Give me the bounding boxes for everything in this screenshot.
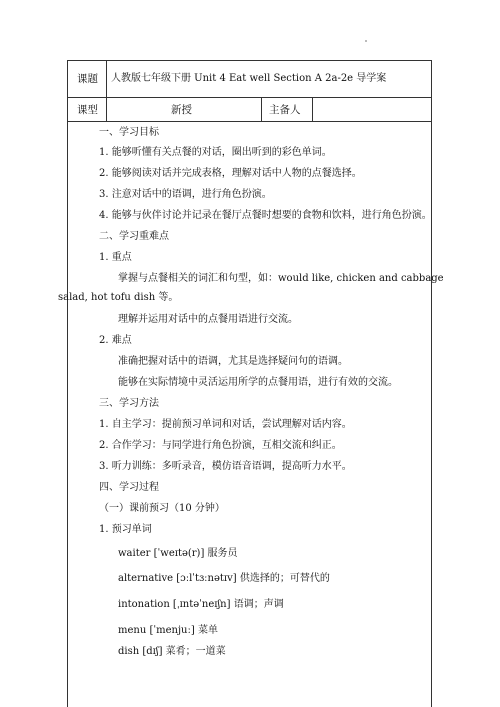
objective-item: 1. 能够听懂有关点餐的对话，圈出听到的彩色单词。	[99, 147, 332, 158]
difficulties-label: 2. 难点	[99, 335, 132, 346]
column-divider	[106, 61, 107, 97]
method-item: 2. 合作学习：与同学进行角色扮演，互相交流和纠正。	[99, 440, 342, 451]
vocab-item: alternative [ɔːlˈtɜːnətɪv] 供选择的；可替代的	[118, 573, 330, 584]
objective-item: 4. 能够与伙伴讨论并记录在餐厅点餐时想要的食物和饮料，进行角色扮演。	[99, 210, 432, 221]
section-heading: 三、学习方法	[99, 398, 159, 409]
words-label: 1. 预习单词	[99, 524, 152, 535]
difficulty-text: 能够在实际情境中灵活运用所学的点餐用语，进行有效的交流。	[118, 377, 398, 388]
key-point-text: 理解并运用对话中的点餐用语进行交流。	[118, 314, 298, 325]
objective-item: 3. 注意对话中的语调，进行角色扮演。	[99, 189, 272, 200]
section-heading: 四、学习过程	[99, 482, 159, 493]
column-divider	[312, 98, 313, 121]
vocab-item: intonation [ˌɪntəˈneɪʃn] 语调；声调	[118, 599, 284, 610]
study-guide-table	[58, 60, 444, 707]
type-value: 新授	[171, 104, 192, 116]
page-speck	[365, 40, 367, 42]
vocab-item: menu [ˈmenjuː] 菜单	[118, 625, 218, 636]
type-row	[68, 98, 431, 122]
vocab-item: waiter [ˈweɪtə(r)] 服务员	[118, 548, 238, 559]
objective-item: 2. 能够阅读对话并完成表格，理解对话中人物的点餐选择。	[99, 168, 362, 179]
key-point-text: 掌握与点餐相关的词汇和句型，如：would like, chicken and cabbage	[118, 273, 444, 284]
course-label: 课题	[77, 73, 98, 85]
course-row	[68, 61, 431, 98]
section-heading: 二、学习重难点	[99, 231, 169, 242]
key-point-text: salad, hot tofu dish 等。	[58, 292, 179, 303]
method-item: 3. 听力训练：多听录音，模仿语音语调，提高听力水平。	[99, 461, 352, 472]
course-title: 人教版七年级下册 Unit 4 Eat well Section A 2a-2e 导学案	[111, 73, 387, 84]
column-divider	[261, 98, 262, 121]
vocab-item: dish [dɪʃ] 菜肴；一道菜	[118, 646, 226, 657]
preparer-label: 主备人	[269, 104, 301, 116]
subsection-heading: （一）课前预习（10 分钟）	[99, 503, 225, 514]
column-divider	[106, 98, 107, 121]
method-item: 1. 自主学习：提前预习单词和对话，尝试理解对话内容。	[99, 419, 352, 430]
section-heading: 一、学习目标	[99, 127, 159, 138]
guide-content	[58, 122, 444, 707]
key-points-label: 1. 重点	[99, 252, 132, 263]
type-label: 课型	[77, 104, 98, 116]
difficulty-text: 准确把握对话中的语调，尤其是选择疑问句的语调。	[118, 356, 348, 367]
